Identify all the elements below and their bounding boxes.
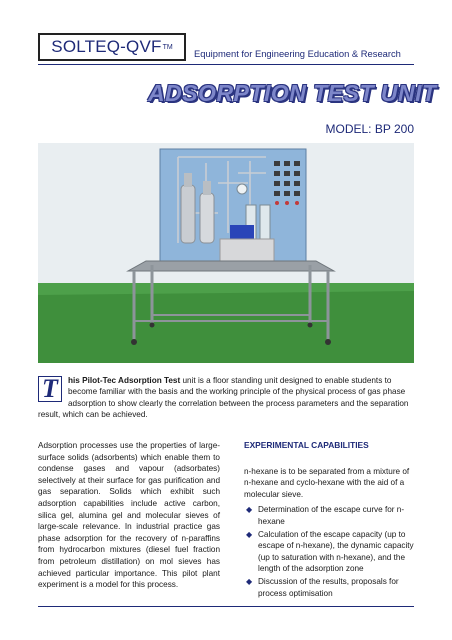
experimental-capabilities-heading: EXPERIMENTAL CAPABILITIES [244, 440, 369, 450]
diamond-bullet-icon: ◆ [246, 576, 253, 586]
list-item-text: Calculation of the escape capacity (up to escape of n-hexane), the dynamic capacity (up to saturation with n-hexane), and the length of the adsorption zone [258, 529, 414, 574]
list-item-text: Determination of the escape curve for n-hexane [258, 505, 405, 526]
page-title: ADSORPTION TEST UNIT [148, 80, 437, 106]
diamond-bullet-icon: ◆ [246, 505, 253, 515]
list-item [244, 504, 416, 527]
list-item [244, 576, 416, 599]
footer-divider [38, 606, 414, 607]
intro-paragraph [38, 375, 416, 420]
brand-name: SOLTEQ-QVF [51, 37, 162, 56]
model-number: MODEL: BP 200 [325, 122, 414, 136]
experimental-intro-text: n-hexane is to be separated from a mixture of n-hexane and cyclo-hexane with the aid of a molecular sieve. [244, 466, 410, 499]
header-divider [38, 64, 414, 65]
trademark-mark: TM [162, 43, 173, 51]
list-item-text: Discussion of the results, proposals for process optimisation [258, 576, 399, 598]
capabilities-list [244, 504, 416, 599]
drop-cap-letter: T [38, 376, 62, 402]
company-tagline: Equipment for Engineering Education & Research [194, 48, 401, 59]
adsorption-unit-illustration [38, 143, 414, 363]
adsorption-description: Adsorption processes use the properties of large-surface solids (adsorbents) which enable them to condense gases and vapour (adsorbates) selectively at their surface for gas purification and gas separation. Solids which exhibit such adsorption capabilities include active carbon, silica gel, alumina gel and molecular sieves of large-scale relevance. In industrial practice gas phase adsorption for the recovery of n-paraffins from hydrocarbon mixtures (diesel fuel fraction from petroleum distillation) on mol sieves has achieved particular importance. This pilot plant experiment is a model for this process. [38, 441, 220, 590]
equipment-photo [38, 143, 414, 363]
diamond-bullet-icon: ◆ [246, 529, 253, 539]
intro-body-text: unit is a floor standing unit designed to enable students to become familiar with the basis and the working principle of the physical process of gas phase adsorption to show clearly the correlation between the process parameters and the separation result, which can be achieved. [38, 376, 409, 419]
list-item [244, 529, 416, 575]
brand-logo-box [38, 33, 186, 61]
experimental-capabilities-section [244, 440, 416, 600]
intro-bold-lead: his Pilot-Tec Adsorption Test [68, 376, 181, 385]
